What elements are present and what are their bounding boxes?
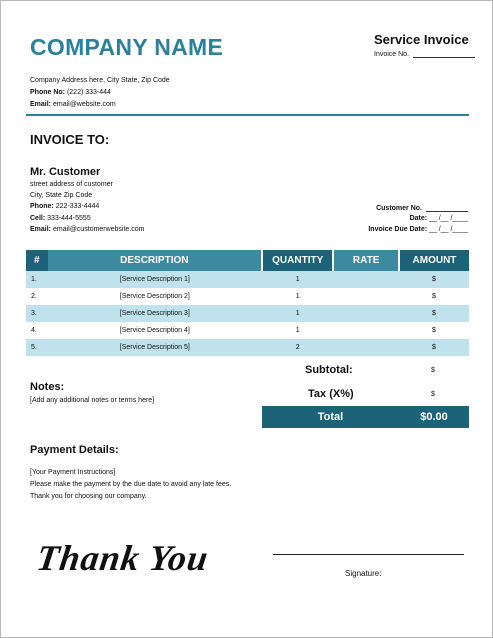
row-quantity: 1 — [295, 293, 300, 300]
row-amount: $ — [399, 305, 469, 322]
notes-heading: Notes: — [30, 381, 65, 393]
invoice-date-blank: __ /__ /____ — [429, 215, 468, 222]
customer-email — [30, 224, 145, 235]
col-header-quantity: QUANTITY — [262, 250, 333, 271]
row-amount: $ — [399, 339, 469, 356]
customer-phone-label: Phone: — [30, 203, 54, 211]
due-date-label: Invoice Due Date: — [368, 226, 428, 233]
row-description: [Service Description 1] — [48, 271, 262, 288]
row-quantity: 1 — [262, 271, 333, 288]
row-amount: $ — [399, 271, 469, 288]
payment-line-2: Please make the payment by the due date to avoid any late fees. — [30, 481, 232, 488]
company-name: COMPANY NAME — [30, 34, 224, 60]
thank-you-text: Thank You — [34, 538, 212, 578]
customer-number — [376, 204, 468, 212]
due-date — [368, 226, 468, 233]
table-row — [26, 288, 469, 305]
total-value: $0.00 — [420, 411, 448, 423]
customer-number-blank — [426, 204, 468, 212]
row-description: [Service Description 5] — [48, 339, 262, 356]
subtotal-value: $ — [431, 367, 435, 374]
customer-cell-label: Cell: — [30, 214, 46, 222]
company-phone-label: Phone No: — [30, 89, 65, 96]
payment-line-3: Thank you for choosing our company. — [30, 493, 147, 500]
row-number: 4. — [31, 327, 37, 334]
invoice-number-blank — [413, 50, 475, 58]
customer-cell — [30, 213, 145, 224]
tax-label: Tax (X%) — [308, 388, 354, 400]
table-row — [26, 305, 469, 322]
table-row — [26, 322, 469, 339]
col-header-rate: RATE — [333, 250, 399, 271]
row-amount: $ — [432, 293, 436, 300]
table-header-row — [26, 250, 469, 271]
row-number: 2. — [31, 293, 37, 300]
company-address: Company Address here, City State, Zip Code — [30, 77, 170, 84]
subtotal-label: Subtotal: — [305, 364, 353, 376]
row-rate — [333, 339, 399, 356]
col-header-description: DESCRIPTION — [48, 250, 262, 271]
line-items-table — [26, 250, 469, 356]
payment-heading: Payment Details: — [30, 444, 119, 456]
row-description: [Service Description 4] — [119, 327, 190, 334]
notes-text: [Add any additional notes or terms here] — [30, 397, 155, 404]
company-phone — [30, 87, 170, 99]
invoice-date-label: Date: — [409, 215, 428, 222]
company-email — [30, 99, 170, 111]
row-quantity: 1 — [262, 305, 333, 322]
document-title: Service Invoice — [374, 32, 469, 47]
row-description: [Service Description 2] — [119, 293, 190, 300]
row-rate — [333, 305, 399, 322]
customer-cell-value: 333-444-5555 — [47, 214, 91, 222]
total-label: Total — [317, 411, 344, 423]
company-email-label: Email: — [30, 101, 52, 108]
company-phone-value: (222) 333-444 — [66, 89, 111, 96]
table-row — [26, 339, 469, 356]
customer-street: street address of customer — [30, 181, 113, 188]
col-header-number: # — [26, 250, 48, 271]
invoice-date — [410, 215, 468, 222]
company-email-value: email@website.com — [52, 101, 116, 108]
customer-email-label: Email: — [30, 225, 52, 233]
row-number: 1. — [26, 271, 48, 288]
row-rate — [333, 288, 399, 305]
customer-name: Mr. Customer — [30, 166, 101, 178]
row-quantity: 1 — [295, 327, 300, 334]
customer-number-label: Customer No. — [376, 205, 422, 212]
invoice-to-heading: INVOICE TO: — [30, 132, 110, 147]
customer-city: City, State Zip Code — [30, 192, 93, 200]
signature-label: Signature: — [345, 569, 382, 578]
row-amount: $ — [432, 327, 436, 334]
customer-phone — [30, 201, 145, 212]
row-quantity: 2 — [262, 339, 333, 356]
customer-details — [30, 179, 145, 235]
tax-value: $ — [431, 391, 435, 398]
signature-line — [273, 554, 464, 555]
col-header-amount: AMOUNT — [399, 250, 469, 271]
payment-instructions — [30, 467, 231, 503]
due-date-blank: __ /__ /____ — [429, 226, 468, 233]
table-row — [26, 271, 469, 288]
row-rate — [333, 271, 399, 288]
header-divider — [26, 114, 469, 116]
row-description: [Service Description 3] — [48, 305, 262, 322]
company-contact — [30, 75, 170, 111]
row-number: 3. — [26, 305, 48, 322]
customer-phone-value: 222-333-4444 — [55, 203, 100, 211]
row-number: 5. — [26, 339, 48, 356]
row-rate — [333, 322, 399, 339]
invoice-number — [374, 50, 475, 58]
customer-email-value: email@customerwebsite.com — [52, 225, 145, 233]
payment-line-1: [Your Payment Instructions] — [30, 469, 116, 476]
invoice-number-label: Invoice No. — [374, 51, 410, 58]
